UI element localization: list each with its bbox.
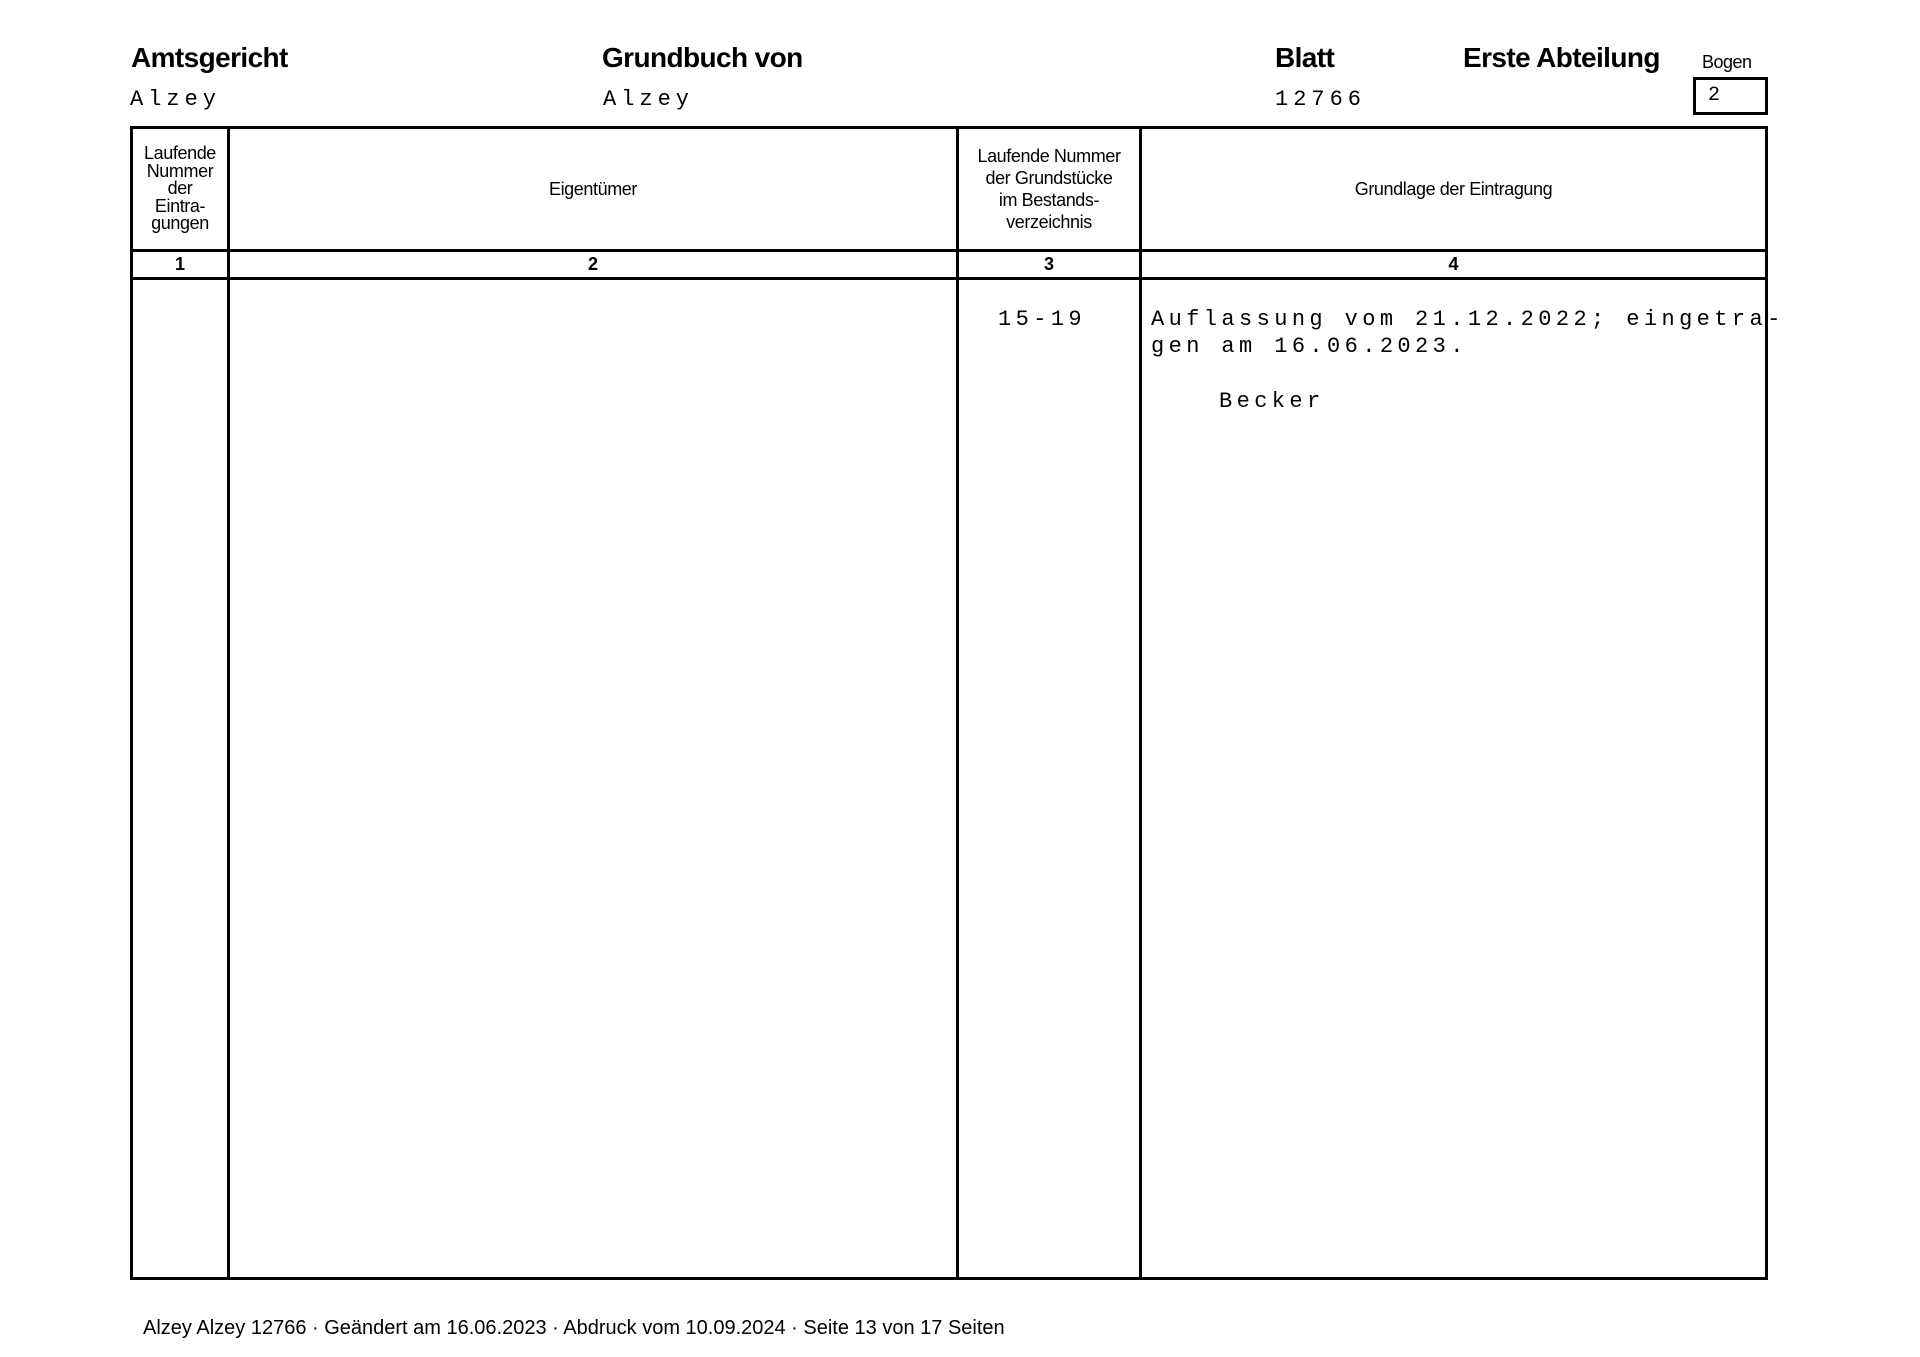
column-header-3 [959,129,1139,249]
bogen-value-box [1693,77,1768,115]
column-header-2-label: Eigentümer [548,179,638,199]
court-label: Amtsgericht [131,42,288,73]
register-label: Grundbuch von [602,42,803,73]
column-header-1-line: Laufende [144,143,216,164]
column-number-4: 4 [1448,254,1459,274]
column-divider [956,129,959,1277]
column-header-2 [230,129,956,249]
section-label: Erste Abteilung [1463,42,1660,73]
column-header-4-label: Grundlage der Eintragung [1354,179,1553,199]
entry-basis-line-1: Auflassung vom 21.12.2022; eingetra- [1151,307,1785,332]
column-header-4 [1142,129,1765,249]
sheet-label: Blatt [1275,42,1335,73]
entry-parcel-numbers: 15-19 [998,307,1087,332]
column-divider [1139,129,1142,1277]
page-footer: Alzey Alzey 12766 · Geändert am 16.06.2023 · Abdruck vom 10.09.2024 · Seite 13 von 17 Seiten [143,1317,1005,1339]
column-header-1-line: Eintra- [154,195,206,216]
column-divider [227,129,230,1277]
column-header-3-line: verzeichnis [1006,212,1092,232]
column-header-1 [133,129,227,249]
court-value: Alzey [130,87,222,112]
column-header-3-line: Laufende Nummer [977,146,1121,166]
bogen-label: Bogen [1702,52,1752,72]
entry-signature: Becker [1219,389,1325,414]
entries-table [130,126,1785,1280]
column-header-1-line: Nummer [146,160,214,181]
entry-basis-line-2: gen am 16.06.2023. [1151,334,1468,359]
column-header-1-line: gungen [151,213,209,234]
column-header-3-line: der Grundstücke [985,168,1113,188]
column-header-3-line: im Bestands- [998,190,1100,210]
bogen-value: 2 [1708,84,1721,107]
column-number-2: 2 [587,254,598,274]
register-value: Alzey [603,87,695,112]
column-number-1: 1 [174,254,185,274]
column-number-3: 3 [1043,254,1054,274]
column-header-1-line: der [167,178,193,199]
number-row-divider [133,277,1765,280]
sheet-value: 12766 [1275,87,1367,112]
